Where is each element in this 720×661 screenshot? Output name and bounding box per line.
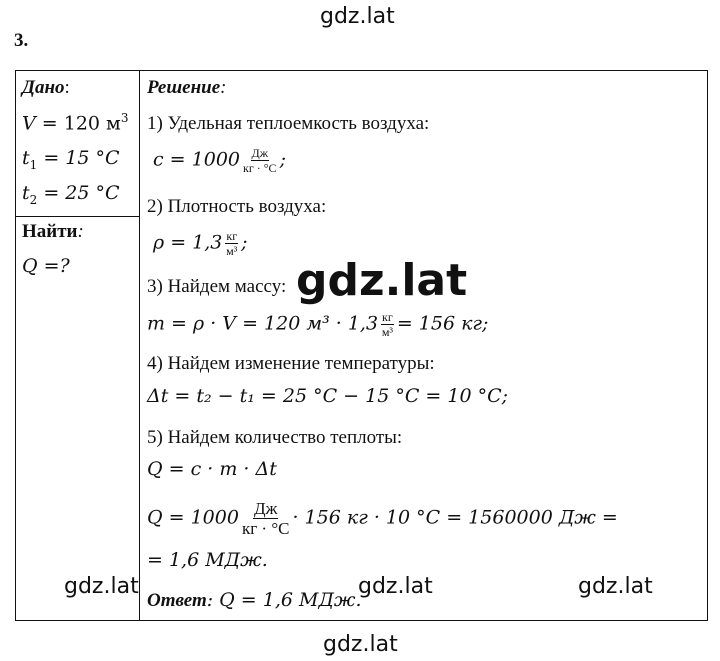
given-t1: $t_1 = 15$ °C bbox=[22, 147, 120, 172]
equation-5: Q = c · m · Δt bbox=[147, 458, 277, 480]
equation-3: m = ρ · V = 120 м³ · 1,3 $\frac{кг}{\text{м³}}$ = 156 кг; bbox=[147, 310, 489, 339]
given-header: Дано: bbox=[22, 77, 70, 98]
watermark-footer: gdz.lat bbox=[323, 632, 398, 657]
step-3: 3) Найдем массу: bbox=[147, 276, 287, 297]
problem-number: 3. bbox=[14, 30, 29, 51]
solution-header: Решение: bbox=[147, 77, 227, 98]
equation-6: Q = 1000 $\frac{Дж}{кг \cdot ^\circ C}$ · 156 кг · 10 °C = 1560000 Дж = bbox=[147, 499, 618, 538]
given-t2: $t_2 = 25$ °C bbox=[22, 182, 120, 207]
equation-1: c = 1000 $\frac{Дж}{кг \cdot ^\circ C}$ ; bbox=[153, 146, 286, 175]
step-5: 5) Найдем количество теплоты: bbox=[147, 427, 403, 448]
equation-4: Δt = t₂ − t₁ = 25 °C − 15 °C = 10 °C; bbox=[147, 385, 509, 407]
watermark-center: gdz.lat bbox=[296, 255, 468, 306]
equation-2: ρ = 1,3 $\frac{кг}{\text{м³}}$ ; bbox=[153, 229, 248, 258]
solution-table bbox=[15, 70, 708, 621]
answer-line: Ответ: Q = 1,6 МДж. bbox=[147, 589, 362, 611]
step-1: 1) Удельная теплоемкость воздуха: bbox=[147, 113, 430, 134]
watermark-bottom-right: gdz.lat bbox=[578, 574, 653, 599]
given-find-divider bbox=[16, 216, 139, 217]
step-2: 2) Плотность воздуха: bbox=[147, 196, 327, 217]
find-header: Найти: bbox=[22, 221, 84, 242]
equation-7: = 1,6 МДж. bbox=[147, 549, 268, 571]
given-volume: V = 120 $м^3$ bbox=[22, 111, 129, 135]
column-divider bbox=[139, 71, 140, 620]
watermark-bottom-left: gdz.lat bbox=[64, 574, 139, 599]
find-line: Q =? bbox=[22, 255, 70, 277]
step-4: 4) Найдем изменение температуры: bbox=[147, 353, 435, 374]
watermark-top: gdz.lat bbox=[320, 4, 395, 29]
watermark-bottom-middle: gdz.lat bbox=[358, 574, 433, 599]
